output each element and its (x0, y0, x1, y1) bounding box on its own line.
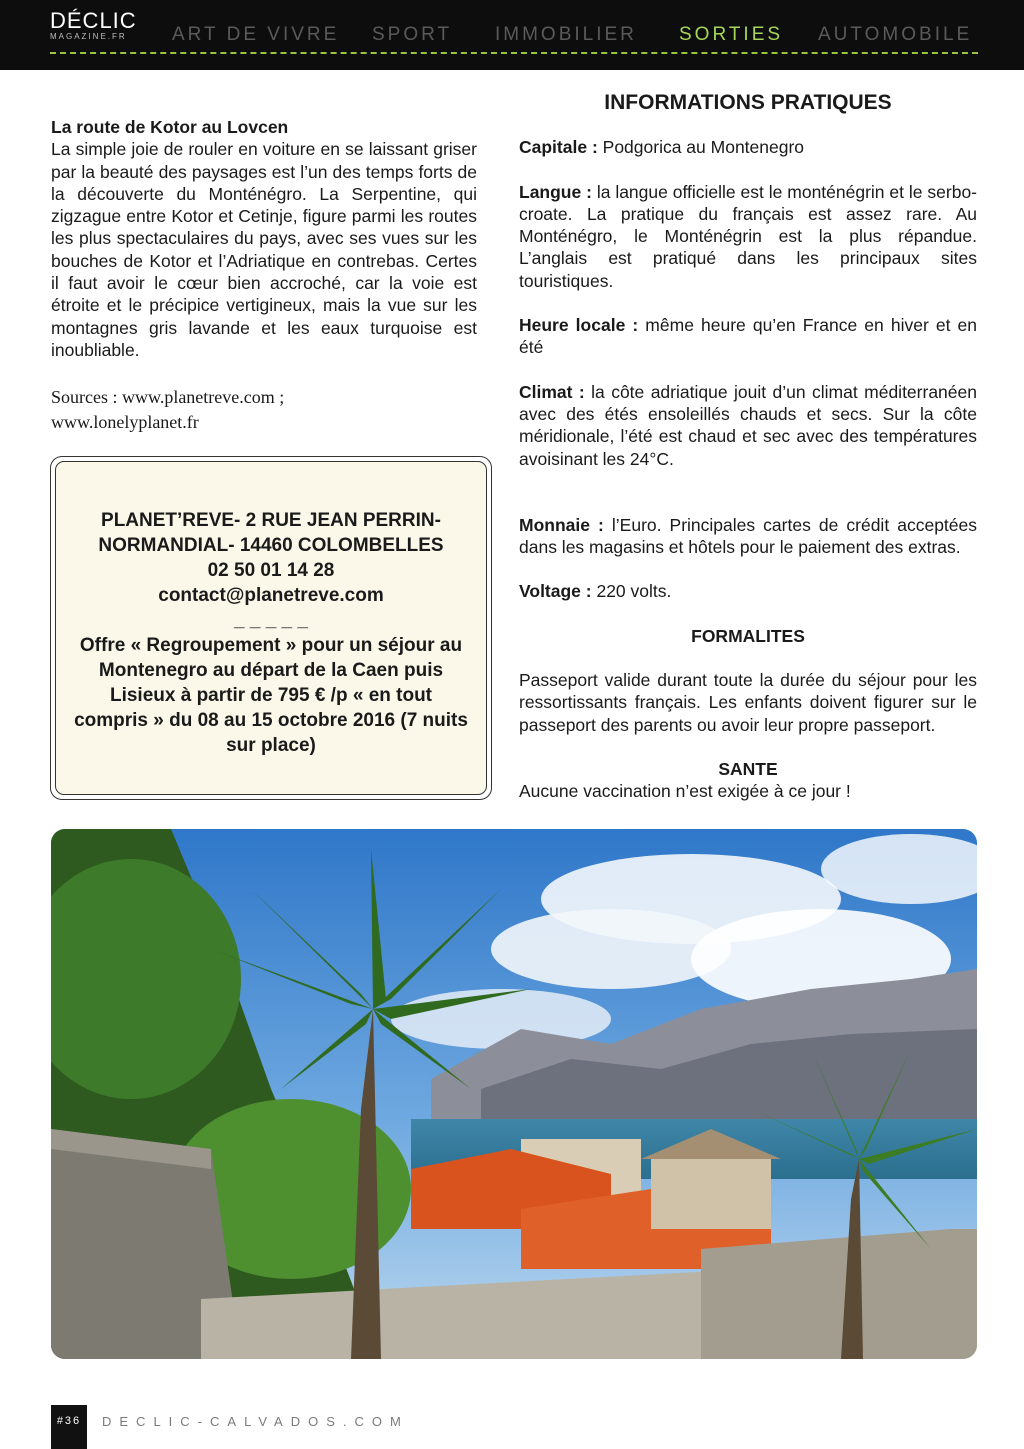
capitale-label: Capitale : (519, 137, 598, 158)
contact-offer-box-inner (55, 461, 487, 795)
phone-number: 02 50 01 14 28 (207, 560, 335, 581)
heure-label: Heure locale : (519, 315, 639, 336)
climat-label: Climat : (519, 381, 585, 402)
monnaie-text: l’Euro. Principales cartes de crédit acceptées dans les magasins et hôtels pour le paiement des extras. (519, 514, 978, 558)
info-title: INFORMATIONS PRATIQUES (604, 91, 892, 114)
email-address[interactable]: contact@planetreve.com (158, 585, 384, 606)
nav-item-art-de-vivre[interactable]: ART DE VIVRE (172, 24, 340, 45)
nav-item-sport[interactable]: SPORT (372, 24, 453, 45)
heure-info (519, 314, 977, 359)
sources-line-2: www.lonelyplanet.fr (51, 412, 199, 433)
logo-sub-text: MAGAZINE.FR (50, 32, 127, 41)
nav-item-automobile[interactable]: AUTOMOBILE (818, 24, 973, 45)
capitale-text: Podgorica au Montenegro (597, 137, 805, 158)
nav-item-sorties[interactable]: SORTIES (679, 24, 784, 45)
address-line-2: NORMANDIAL- 14460 COLOMBELLES (98, 535, 444, 556)
practical-info-column (519, 92, 977, 825)
voltage-info (519, 580, 977, 602)
article-body: La simple joie de rouler en voiture en se laissant griser par la beauté des paysages est l’un des temps forts de la découverte du Monténégro. La Serpentine, qui zigzague entre Kotor et Cetinje, figure parmi les routes les plus spectaculaires du pays, avec ses vues sur les bouches de Kotor et l’Adriatique en contrebas. Certes il faut avoir le cœur bien accroché, car la voie est étroite et le précipice vertigineux, mais la vue sur les montagnes gris lavande et les eaux turquoise est inoubliable. (51, 139, 477, 360)
langue-label: Langue : (519, 181, 592, 202)
address-line-1: PLANET’REVE- 2 RUE JEAN PERRIN- (101, 510, 441, 531)
sante-title: SANTE (718, 758, 778, 779)
heure-text: même heure qu’en France en hiver et en été (519, 315, 977, 358)
footer-site-link[interactable]: DECLIC-CALVADOS.COM (102, 1414, 409, 1429)
monnaie-info (519, 514, 977, 559)
sources (51, 385, 477, 435)
formalites-title: FORMALITES (691, 625, 805, 646)
separator: _ _ _ _ _ (234, 610, 308, 631)
formalites-text: Passeport valide durant toute la durée du séjour pour les ressortissants français. Les enfants doivent figurer sur le passeport des parents ou avoir leur propre passeport. (519, 670, 977, 735)
kotor-bay-photo (51, 829, 977, 1359)
voltage-text: 220 volts. (591, 581, 672, 602)
monnaie-label: Monnaie : (519, 514, 604, 535)
climat-text: la côte adriatique jouit d’un climat méditerranéen avec des étés ensoleillés chauds et secs. Sur la côte méridionale, l’été est chaud et sec avec des températures avoisinant les 24°C. (519, 381, 977, 469)
magazine-logo[interactable] (50, 8, 137, 42)
contact-offer-text (72, 508, 470, 758)
section-nav (172, 24, 982, 48)
capitale-info (519, 136, 977, 158)
nav-item-immobilier[interactable]: IMMOBILIER (495, 24, 637, 45)
section-title: La route de Kotor au Lovcen (51, 117, 289, 137)
header-bar (0, 0, 1024, 70)
logo-main-text: DÉCLIC (50, 8, 137, 33)
article-left-column (51, 116, 477, 435)
sante-text: Aucune vaccination n’est exigée à ce jour ! (519, 781, 851, 802)
page-number: #36 (51, 1405, 87, 1449)
offer-text: Offre « Regroupement » pour un séjour au Montenegro au départ de la Caen puis Lisieux à partir de 795 € /p « en tout compris » du 08 au 15 octobre 2016 (7 nuits sur place) (74, 635, 468, 756)
langue-info (519, 181, 977, 292)
sources-line-1: Sources : www.planetreve.com ; (51, 387, 285, 408)
voltage-label: Voltage : (519, 581, 592, 602)
climat-info (519, 381, 977, 470)
contact-offer-box (50, 456, 492, 800)
langue-text: la langue officielle est le monténégrin et le serbo-croate. La pratique du français est assez rare. Au Monténégro, le Monténégrin est la plus répandue. L’anglais est pratiqué dans les principaux sites touristiques. (519, 181, 977, 291)
nav-dashed-divider (50, 52, 978, 54)
